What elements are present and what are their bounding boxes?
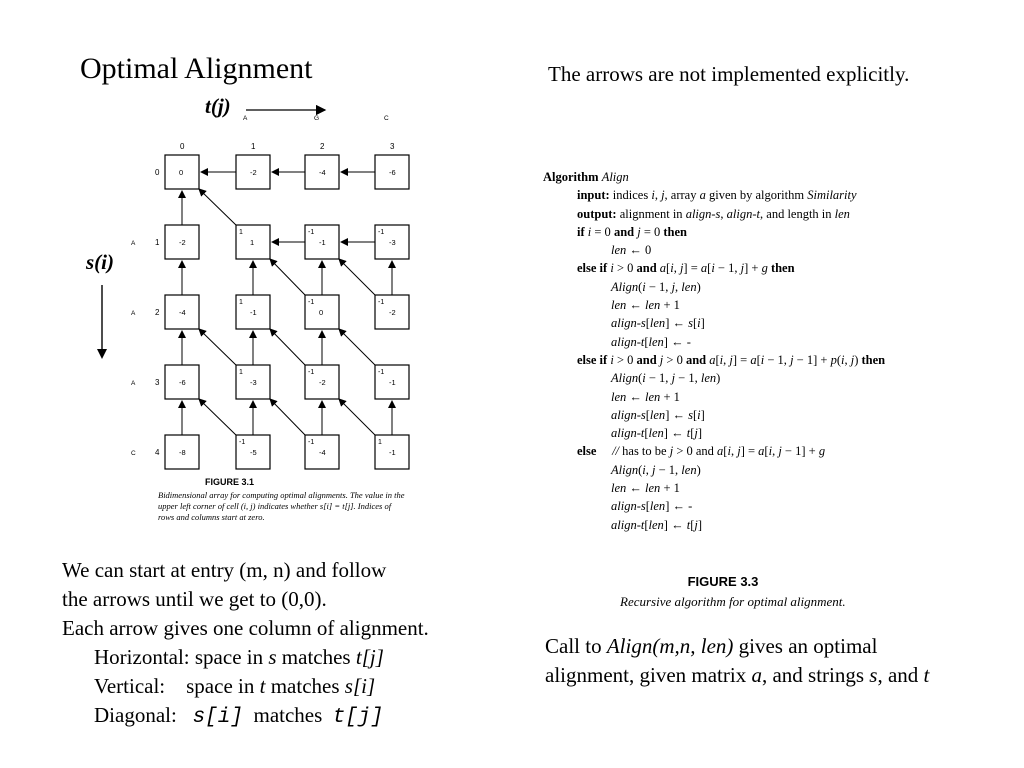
row-index: 1 <box>155 238 160 247</box>
cell-value: 0 <box>179 168 184 177</box>
cell-value: -2 <box>319 378 326 387</box>
cell-corner-value: -1 <box>308 299 315 306</box>
cell-value: -3 <box>250 378 257 387</box>
algorithm-line: len ← len + 1 <box>611 481 680 496</box>
algorithm-line: Align(i, j − 1, len) <box>611 462 701 477</box>
algorithm-line: align-s[len] ← s[i] <box>611 316 705 331</box>
row-index: 4 <box>155 448 160 457</box>
tj-label: t(j) <box>205 94 231 118</box>
cell-corner-value: -1 <box>308 369 315 376</box>
cell-corner-value: 1 <box>239 299 243 306</box>
cell-value: -2 <box>179 238 186 247</box>
explanation-line: Horizontal: space in s matches t[j] <box>94 645 384 669</box>
cell-corner-value: -1 <box>308 439 315 446</box>
cell-value: -8 <box>179 448 186 457</box>
algorithm-line: input: indices i, j, array a given by algorithm Similarity <box>577 188 857 203</box>
backtrack-arrow <box>199 329 238 367</box>
explanation-line: Each arrow gives one column of alignment. <box>62 616 429 640</box>
backtrack-arrow <box>270 329 307 367</box>
algorithm-line: else if i > 0 and a[i, j] = a[i − 1, j] + g then <box>577 261 795 276</box>
backtrack-arrow <box>270 259 307 297</box>
algorithm-line: align-t[len] ← t[j] <box>611 426 703 441</box>
col-letter: C <box>384 115 389 122</box>
row-index: 3 <box>155 378 160 387</box>
backtrack-arrow <box>199 189 238 227</box>
col-letter: G <box>314 115 320 122</box>
algorithm-line: len ← len + 1 <box>611 298 680 313</box>
cell-value: -2 <box>250 168 257 177</box>
algorithm-line: else // has to be j > 0 and a[i, j] = a[i, j − 1] + g <box>577 444 826 459</box>
cell-value: -1 <box>389 448 396 457</box>
cell-value: -4 <box>319 448 326 457</box>
row-index: 2 <box>155 308 160 317</box>
figure-3-3 <box>620 574 846 610</box>
cell-value: -2 <box>389 308 396 317</box>
cell-value: -5 <box>250 448 257 457</box>
explanation-text <box>62 556 429 732</box>
algorithm-line: len ← len + 1 <box>611 389 680 404</box>
col-letter: A <box>243 115 248 122</box>
si-label: s(i) <box>86 250 114 274</box>
row-index: 0 <box>155 168 160 177</box>
cell-value: -1 <box>319 238 326 247</box>
algorithm-line: align-s[len] ← - <box>611 499 693 514</box>
col-index: 2 <box>320 142 325 151</box>
explanation-line: We can start at entry (m, n) and follow <box>62 558 387 582</box>
cell-value: -1 <box>250 308 257 317</box>
backtrack-arrow <box>199 399 238 437</box>
cell-value: -6 <box>179 378 186 387</box>
algorithm-line: Algorithm Align <box>543 170 629 184</box>
algorithm-line: output: alignment in align-s, align-t, and length in len <box>577 206 850 221</box>
cell-corner-value: 1 <box>378 439 382 446</box>
algorithm-align <box>543 168 885 534</box>
figure-3-1-label: FIGURE 3.1 <box>205 477 255 487</box>
cell-corner-value: 1 <box>239 369 243 376</box>
col-index: 0 <box>180 142 185 151</box>
col-index: 1 <box>251 142 256 151</box>
figure-3-1-caption: Bidimensional array for computing optimal alignments. The value in the upper left corner of cell (i, j) indicates whether s[i] = t[j]. Indices of rows and columns start at zero. <box>158 490 405 522</box>
algorithm-line: len ← 0 <box>611 243 652 258</box>
algorithm-line: Align(i − 1, j − 1, len) <box>611 371 721 386</box>
algorithm-line: align-t[len] ← t[j] <box>611 517 703 532</box>
figure-3-3-caption: Recursive algorithm for optimal alignment. <box>620 594 846 609</box>
note-arrows-not-implemented: The arrows are not implemented explicitly. <box>548 62 910 86</box>
backtrack-arrow <box>270 399 307 437</box>
row-letter: A <box>131 310 136 317</box>
alignment-grid-figure <box>120 105 520 475</box>
si-down-arrow-icon <box>96 285 108 365</box>
cell-corner-value: 1 <box>239 229 243 236</box>
slide-title: Optimal Alignment <box>80 52 313 85</box>
cell-value: -4 <box>319 168 326 177</box>
algorithm-line: else if i > 0 and j > 0 and a[i, j] = a[i − 1, j − 1] + p(i, j) then <box>577 352 886 367</box>
backtrack-arrow <box>339 259 377 297</box>
cell-value: -6 <box>389 168 396 177</box>
explanation-line: Diagonal: s[i] matches t[j] <box>94 703 384 729</box>
algorithm-line: if i = 0 and j = 0 then <box>577 224 688 239</box>
row-letter: A <box>131 240 136 247</box>
call-to-align-text: Call to Align(m,n, len) gives an optimal alignment, given matrix a, and strings s, and t <box>545 634 930 687</box>
figure-3-3-label: FIGURE 3.3 <box>687 574 759 589</box>
cell-corner-value: -1 <box>239 439 246 446</box>
cell-value: 0 <box>319 308 324 317</box>
cell-corner-value: -1 <box>308 229 315 236</box>
cell-value: -3 <box>389 238 396 247</box>
col-index: 3 <box>390 142 395 151</box>
cell-value: -1 <box>389 378 396 387</box>
row-letter: A <box>131 380 136 387</box>
row-letter: C <box>131 450 136 457</box>
cell-corner-value: -1 <box>378 369 385 376</box>
cell-corner-value: -1 <box>378 229 385 236</box>
backtrack-arrow <box>339 399 377 437</box>
algorithm-line: align-t[len] ← - <box>611 334 691 349</box>
explanation-line: the arrows until we get to (0,0). <box>62 587 327 611</box>
cell-corner-value: -1 <box>378 299 385 306</box>
algorithm-line: align-s[len] ← s[i] <box>611 407 705 422</box>
backtrack-arrow <box>339 329 377 367</box>
cell-value: 1 <box>250 238 255 247</box>
cell-value: -4 <box>179 308 186 317</box>
explanation-line: Vertical: space in t matches s[i] <box>94 674 376 698</box>
algorithm-line: Align(i − 1, j, len) <box>611 279 701 294</box>
